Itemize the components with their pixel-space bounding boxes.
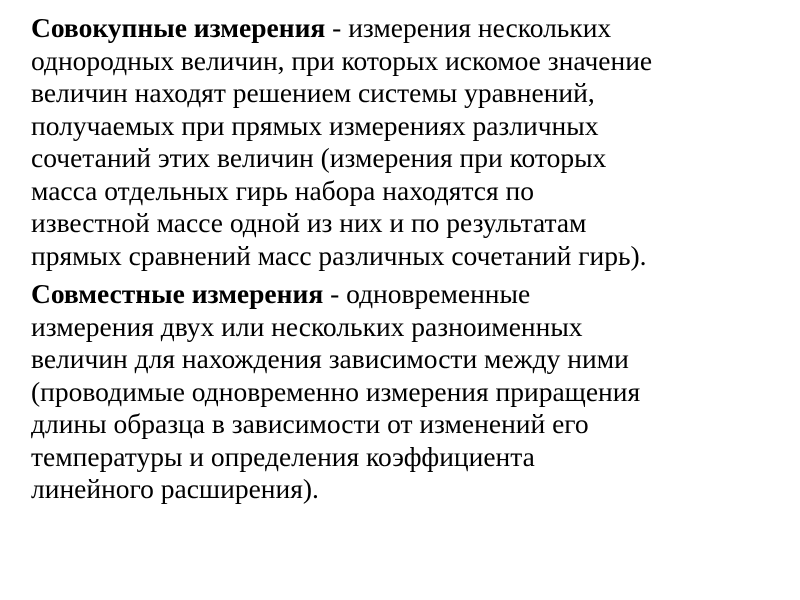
- definition-line: прямых сравнений масс различных сочетаний гирь).: [31, 239, 647, 271]
- definition-line: температуры и определения коэффициента: [31, 440, 535, 472]
- definition-paragraph-joint: [31, 278, 781, 506]
- definition-line: масса отдельных гирь набора находятся по: [31, 174, 535, 206]
- definition-line: длины образца в зависимости от изменений его: [31, 408, 589, 439]
- definition-text: - измерения нескольких: [325, 12, 612, 43]
- definition-line: [31, 12, 781, 45]
- definition-line: величин для нахождения зависимости между ними: [31, 343, 629, 374]
- definition-line: линейного расширения).: [31, 473, 319, 504]
- definition-line: величин находят решением системы уравнений,: [31, 77, 595, 108]
- definition-line: однородных величин, при которых искомое значение: [31, 44, 653, 76]
- definition-line: известной массе одной из них и по результатам: [31, 207, 587, 238]
- term-cumulative-measurements: Совокупные измерения: [31, 12, 326, 43]
- definitions-text: [31, 12, 781, 506]
- definition-line: получаемых при прямых измерениях различных: [31, 109, 599, 141]
- definition-line: сочетаний этих величин (измерения при которых: [31, 142, 607, 173]
- definition-line: [31, 278, 781, 311]
- definition-paragraph-cumulative: [31, 12, 781, 272]
- term-joint-measurements: Совместные измерения: [31, 278, 324, 309]
- definition-line: измерения двух или нескольких разноименных: [31, 310, 583, 342]
- definition-text: - одновременные: [323, 278, 531, 309]
- definition-line: (проводимые одновременно измерения приращения: [31, 375, 641, 407]
